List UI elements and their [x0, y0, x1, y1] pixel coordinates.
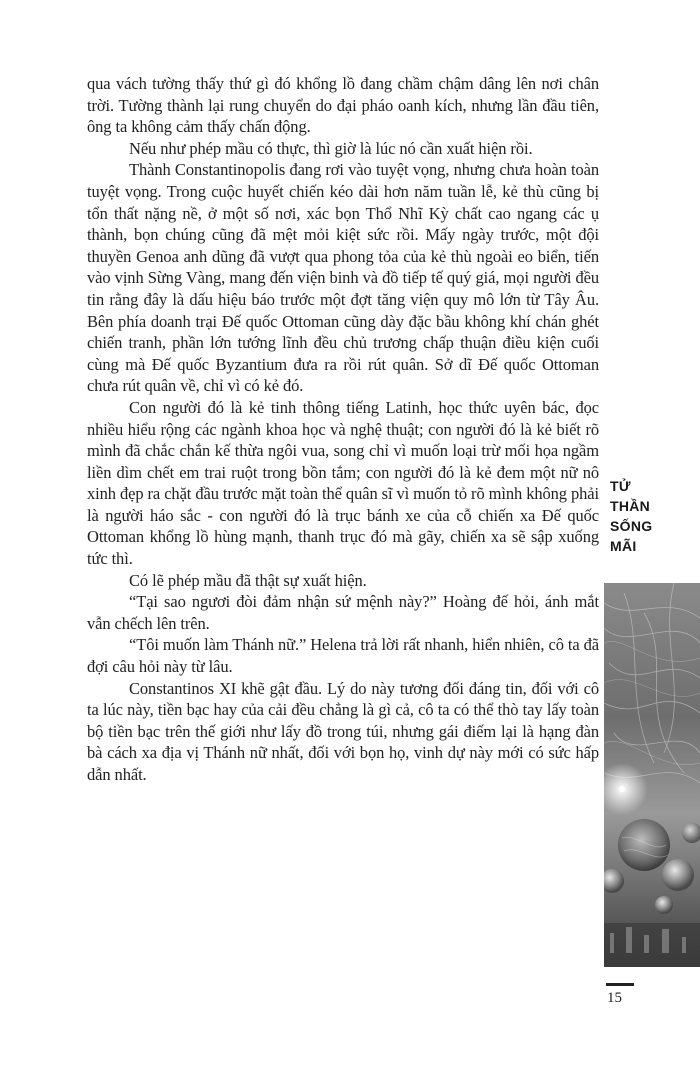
running-title-line: THẦN: [610, 498, 651, 514]
paragraph: Nếu như phép mầu có thực, thì giờ là lúc nó cần xuất hiện rồi.: [129, 138, 533, 158]
paragraph: Constantinos XI khẽ gật đầu. Lý do này tương đối đáng tin, đối với cô ta lúc này, tiền bạc hay của cải đều chẳng là gì cả, cô ta có thể thò tay lấy toàn bộ tiền bạc trên thế giới như lấy đồ trong túi, nhưng gái điếm lại là hạng đàn bà cách xa địa vị Thánh nữ nhất, đối với bọn họ, vinh dự này mới có sức hấp dẫn nhất.: [87, 678, 599, 784]
page-number: 15: [607, 990, 622, 1006]
running-title-line: SỐNG: [610, 518, 653, 534]
running-title-line: MÃI: [610, 538, 637, 554]
running-title-line: TỬ: [610, 478, 631, 494]
paragraph: qua vách tường thấy thứ gì đó khổng lồ đang chầm chậm dâng lên nơi chân trời. Tường thành lại rung chuyển do đại pháo oanh kích, nhưng lần đầu tiên, ông ta không cảm thấy chấn động.: [87, 74, 599, 137]
paragraph: “Tôi muốn làm Thánh nữ.” Helena trả lời rất nhanh, hiển nhiên, cô ta đã đợi câu hỏi này từ lâu.: [87, 635, 599, 677]
paragraph: Có lẽ phép mầu đã thật sự xuất hiện.: [129, 570, 367, 590]
body-text: [87, 73, 599, 786]
cosmic-illustration: [604, 583, 700, 967]
paragraph: “Tại sao ngươi đòi đảm nhận sứ mệnh này?” Hoàng đế hỏi, ánh mắt vẫn chếch lên trên.: [87, 592, 599, 633]
running-title: [610, 476, 652, 556]
paragraph: Con người đó là kẻ tinh thông tiếng Latinh, học thức uyên bác, đọc nhiều hiểu rộng các ngành khoa học và nghệ thuật; con người đó là kẻ biết rõ mình đã chắc chắn kế thừa ngôi vua, song chỉ vì muốn loại trừ mối họa ngầm liền dìm chết em trai ruột trong bồn tắm; con người đó là kẻ đem một nữ nô xinh đẹp ra chặt đầu trước mặt toàn thể quân sĩ vì muốn tỏ rõ mình không phải là người háo sắc - con người đó là trục bánh xe của cỗ chiến xa Đế quốc Ottoman khổng lồ hùng mạnh, thanh trục đó mà gãy, chiến xa sẽ sập xuống tức thì.: [87, 397, 599, 569]
page-number-rule: [606, 983, 634, 986]
cover-art-strip: [604, 583, 700, 967]
paragraph: Thành Constantinopolis đang rơi vào tuyệt vọng, nhưng chưa hoàn toàn tuyệt vọng. Trong cuộc huyết chiến kéo dài hơn năm tuần lễ, kẻ thù cũng bị tổn thất nặng nề, ở một số nơi, xác bọn Thổ Nhĩ Kỳ chất cao ngang các ụ thành, bọn chúng cũng đã mệt mỏi kiệt sức rồi. Mấy ngày trước, một đội thuyền Genoa anh dũng đã vượt qua phong tỏa của kẻ thù ngoài eo biển, tiến vào vịnh Sừng Vàng, mang đến viện binh và đồ tiếp tế quý giá, mọi người đều tin rằng đây là dấu hiệu báo trước một đợt tăng viện quy mô lớn từ Tây Âu. Bên phía doanh trại Đế quốc Ottoman cũng dày đặc bầu không khí chán ghét chiến tranh, phần lớn tướng lĩnh đều chủ trương chấp thuận điều kiện cuối cùng mà Đế quốc Byzantium đưa ra rồi rút quân. Sở dĩ Đế quốc Ottoman chưa rút quân về, chỉ vì có kẻ đó.: [87, 160, 599, 396]
